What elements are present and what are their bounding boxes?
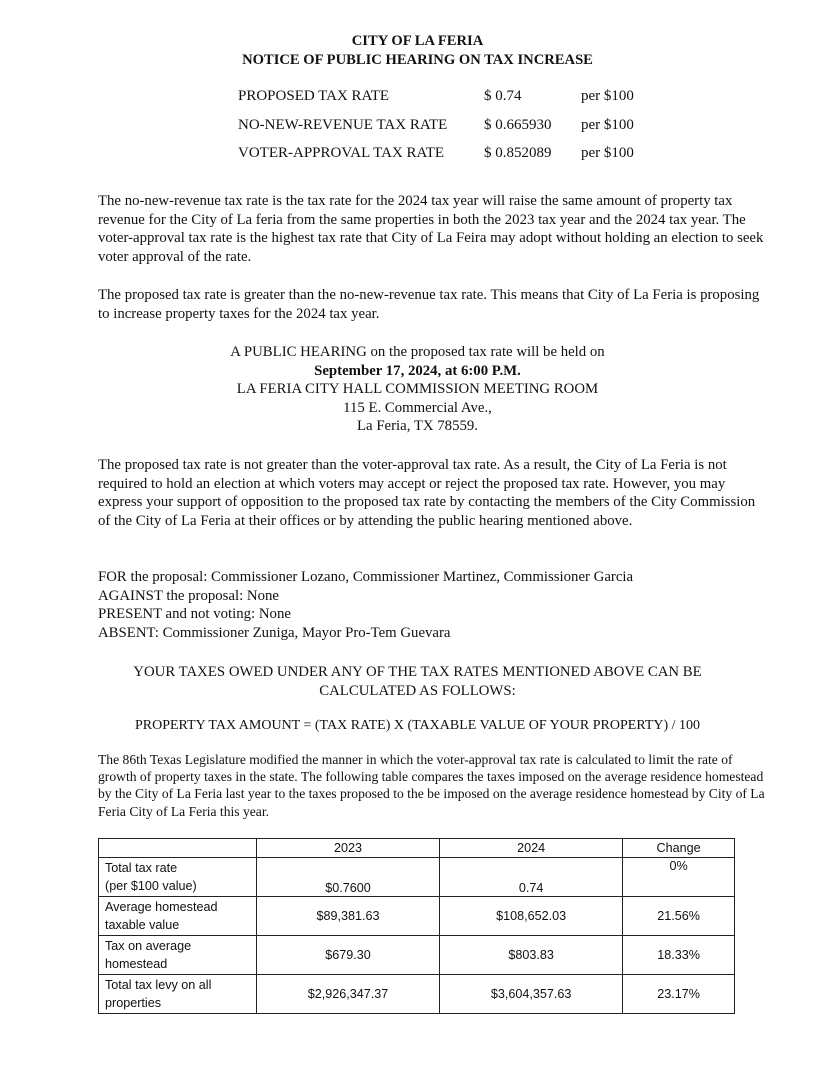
legislature-paragraph: The 86th Texas Legislature modified the manner in which the voter-approval tax rate is calculated to limit the rate of growth of property taxes in the state. The following table compares the taxes imposed on the average residence homestead by the City of La Feria last year to the taxes proposed to the be imposed on the average residence homestead by City of La Feria City of La Feria this year. xyxy=(98,752,765,819)
rate-label: PROPOSED TAX RATE xyxy=(238,88,390,104)
row-label-line: Average homestead xyxy=(105,900,218,914)
vote-present: PRESENT and not voting: None xyxy=(98,606,291,623)
row-label-line: homestead xyxy=(105,957,168,971)
city-name: CITY OF LA FERIA xyxy=(351,33,484,49)
table-header-cell: 2024 xyxy=(440,839,623,858)
value-change: 21.56% xyxy=(623,897,735,936)
value-2023: $2,926,347.37 xyxy=(257,975,440,1014)
row-label-line: Total tax rate xyxy=(105,861,178,875)
comparison-paragraph: The proposed tax rate is greater than the no-new-revenue tax rate. This means that City of La Feria is proposing to increase property taxes for the 2024 tax year. xyxy=(98,287,760,322)
definitions-paragraph: The no-new-revenue tax rate is the tax rate for the 2024 tax year will raise the same amount of property tax revenue for the City of La feria from the same properties in both the 2023 tax year and the 2024 tax year. The voter-approval tax rate is the highest tax rate that City of La Feira may adopt without holding an election to seek voter approval of the rate. xyxy=(98,193,764,265)
rate-label: VOTER-APPROVAL TAX RATE xyxy=(238,145,445,161)
notice-header xyxy=(0,32,835,69)
hearing-address-city: La Feria, TX 78559. xyxy=(357,418,478,435)
value-2023: $0.7600 xyxy=(257,858,440,897)
table-header-cell xyxy=(99,839,257,858)
rate-value: $ 0.74 xyxy=(484,88,522,104)
value-change: 23.17% xyxy=(623,975,735,1014)
table-header-cell: 2023 xyxy=(257,839,440,858)
table-header-row xyxy=(99,839,735,858)
row-label xyxy=(99,975,257,1014)
public-hearing-block xyxy=(0,343,835,436)
vote-record xyxy=(98,568,770,642)
vote-against: AGAINST the proposal: None xyxy=(98,587,279,604)
row-label-line: taxable value xyxy=(105,918,180,932)
rate-value: $ 0.852089 xyxy=(484,145,552,161)
hearing-datetime: September 17, 2024, at 6:00 P.M. xyxy=(314,362,521,379)
rate-unit: per $100 xyxy=(581,145,634,161)
row-label-line: Total tax levy on all xyxy=(105,978,212,992)
hearing-location: LA FERIA CITY HALL COMMISSION MEETING ROOM xyxy=(236,381,599,398)
value-2024: $3,604,357.63 xyxy=(440,975,623,1014)
hearing-intro: A PUBLIC HEARING on the proposed tax rate will be held on xyxy=(230,344,605,360)
row-label xyxy=(99,936,257,975)
rate-unit: per $100 xyxy=(581,116,634,133)
value-change: 18.33% xyxy=(623,936,735,975)
election-paragraph: The proposed tax rate is not greater than the voter-approval tax rate. As a result, the City of La Feria is not required to hold an election at which voters may accept or reject the proposed tax rate. However, you may express your support of opposition to the proposed tax rate by contacting the members of the City Commission of the City of La Feria at their offices or by attending the public hearing mentioned above. xyxy=(98,457,756,529)
tax-formula: PROPERTY TAX AMOUNT = (TAX RATE) X (TAXABLE VALUE OF YOUR PROPERTY) / 100 xyxy=(134,718,701,733)
value-2024: $108,652.03 xyxy=(440,897,623,936)
rate-unit: per $100 xyxy=(581,88,634,104)
notice-title: NOTICE OF PUBLIC HEARING ON TAX INCREASE xyxy=(242,51,593,68)
table-row xyxy=(99,897,735,936)
vote-absent: ABSENT: Commissioner Zuniga, Mayor Pro-Tem Guevara xyxy=(98,624,451,641)
row-label-line: (per $100 value) xyxy=(105,879,197,893)
row-label-line: Tax on average xyxy=(105,939,192,953)
hearing-address-street: 115 E. Commercial Ave., xyxy=(343,399,492,416)
value-2024: $803.83 xyxy=(440,936,623,975)
vote-for: FOR the proposal: Commissioner Lozano, Commissioner Martinez, Commissioner Garcia xyxy=(98,569,634,585)
table-row xyxy=(99,975,735,1014)
table-row xyxy=(99,858,735,897)
row-label-line: properties xyxy=(105,996,162,1010)
rate-value: $ 0.665930 xyxy=(484,116,552,133)
calc-heading-line1: YOUR TAXES OWED UNDER ANY OF THE TAX RATES MENTIONED ABOVE CAN BE xyxy=(133,664,702,680)
calculation-heading xyxy=(0,663,835,700)
tax-comparison-table xyxy=(98,838,735,1014)
calc-heading-line2: CALCULATED AS FOLLOWS: xyxy=(319,682,516,699)
row-label xyxy=(99,858,257,897)
table-row xyxy=(99,936,735,975)
table-header-cell: Change xyxy=(623,839,735,858)
value-2023: $89,381.63 xyxy=(257,897,440,936)
value-2023: $679.30 xyxy=(257,936,440,975)
row-label xyxy=(99,897,257,936)
rate-label: NO-NEW-REVENUE TAX RATE xyxy=(238,116,448,133)
value-change: 0% xyxy=(623,858,735,897)
value-2024: 0.74 xyxy=(440,858,623,897)
